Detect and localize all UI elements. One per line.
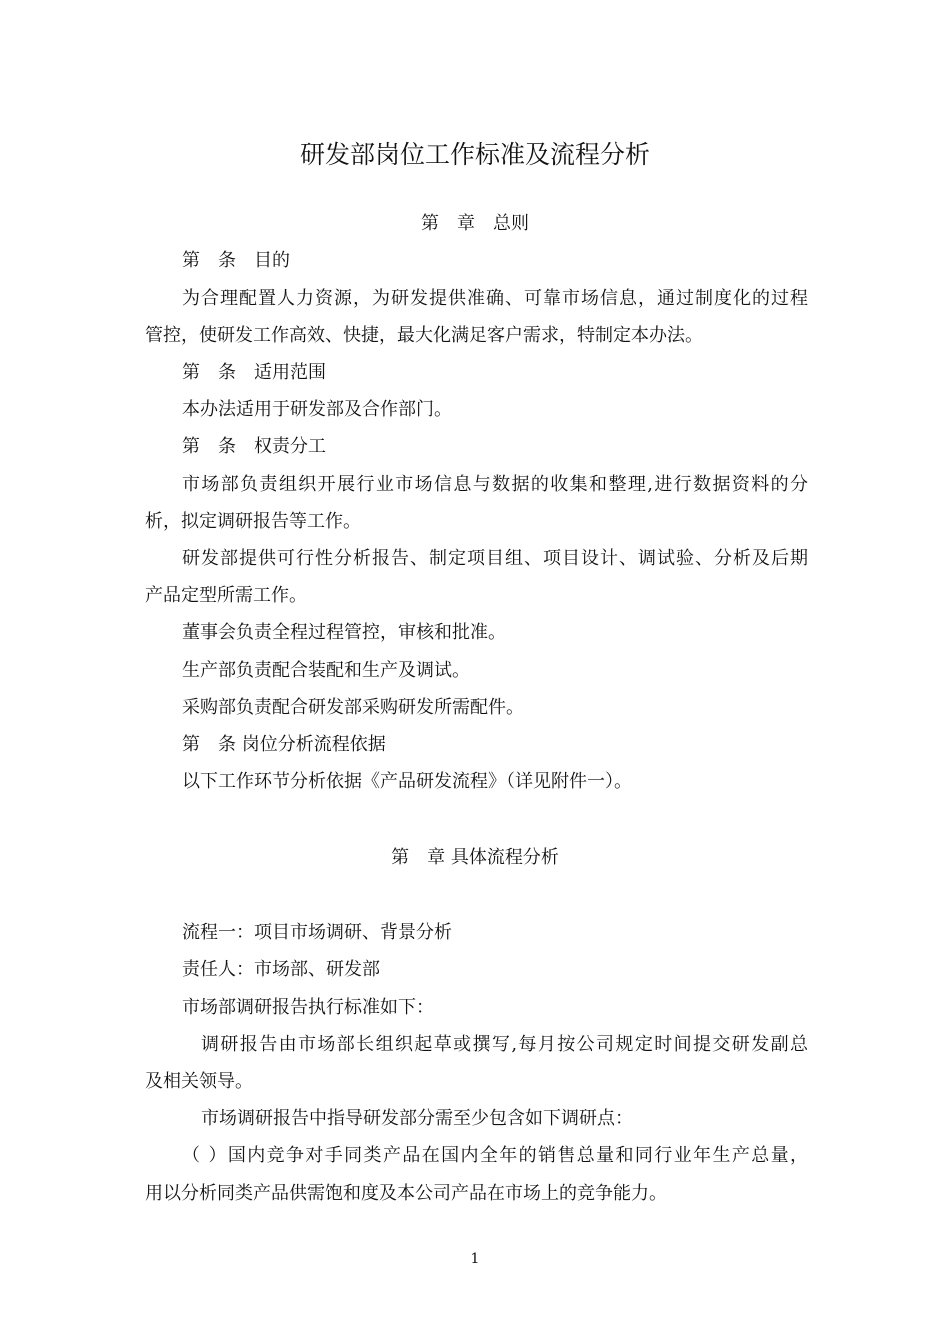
article-1-paragraph-line: 为合理配置人力资源，为研发提供准确、可靠市场信息，通过制度化的过程: [182, 288, 808, 309]
article-4-heading: 第 条 岗位分析流程依据: [182, 734, 386, 755]
list-item-line: （ ）国内竞争对手同类产品在国内全年的销售总量和同行业年生产总量，: [182, 1145, 808, 1166]
article-1-heading: 第 条 目的: [182, 250, 290, 271]
page-number: 1: [470, 1251, 480, 1267]
article-3-paragraph: 采购部负责配合研发部采购研发所需配件。: [182, 697, 524, 718]
article-3-heading: 第 条 权责分工: [182, 436, 326, 457]
article-1-paragraph-line: 管控，使研发工作高效、快捷，最大化满足客户需求，特制定本办法。: [145, 325, 703, 346]
report-paragraph-line: 及相关领导。: [145, 1071, 253, 1092]
report-requirements-paragraph: 市场调研报告中指导研发部分需至少包含如下调研点：: [201, 1108, 633, 1129]
standard-intro: 市场部调研报告执行标准如下：: [182, 997, 434, 1018]
article-3-paragraph-line: 析，拟定调研报告等工作。: [145, 511, 361, 532]
process-1-title: 流程一：项目市场调研、背景分析: [182, 922, 452, 943]
article-4-paragraph: 以下工作环节分析依据《产品研发流程》（详见附件一）。: [182, 771, 632, 792]
report-paragraph-line: 调研报告由市场部长组织起草或撰写,每月按公司规定时间提交研发副总: [201, 1034, 808, 1055]
article-3-paragraph: 董事会负责全程过程管控，审核和批准。: [182, 622, 506, 643]
article-3-paragraph: 生产部负责配合装配和生产及调试。: [182, 660, 470, 681]
article-2-heading: 第 条 适用范围: [182, 362, 326, 383]
article-3-paragraph-line: 产品定型所需工作。: [145, 585, 307, 606]
document-title: 研发部岗位工作标准及流程分析: [299, 140, 650, 169]
chapter-2-heading: 第 章 具体流程分析: [391, 847, 559, 868]
article-3-paragraph-line: 市场部负责组织开展行业市场信息与数据的收集和整理,进行数据资料的分: [182, 474, 808, 495]
article-3-paragraph-line: 研发部提供可行性分析报告、制定项目组、项目设计、调试验、分析及后期: [182, 548, 808, 569]
responsible-line: 责任人：市场部、研发部: [182, 959, 380, 980]
chapter-1-heading: 第 章 总则: [421, 213, 529, 234]
article-2-paragraph: 本办法适用于研发部及合作部门。: [182, 399, 452, 420]
list-item-line: 用以分析同类产品供需饱和度及本公司产品在市场上的竞争能力。: [145, 1183, 667, 1204]
